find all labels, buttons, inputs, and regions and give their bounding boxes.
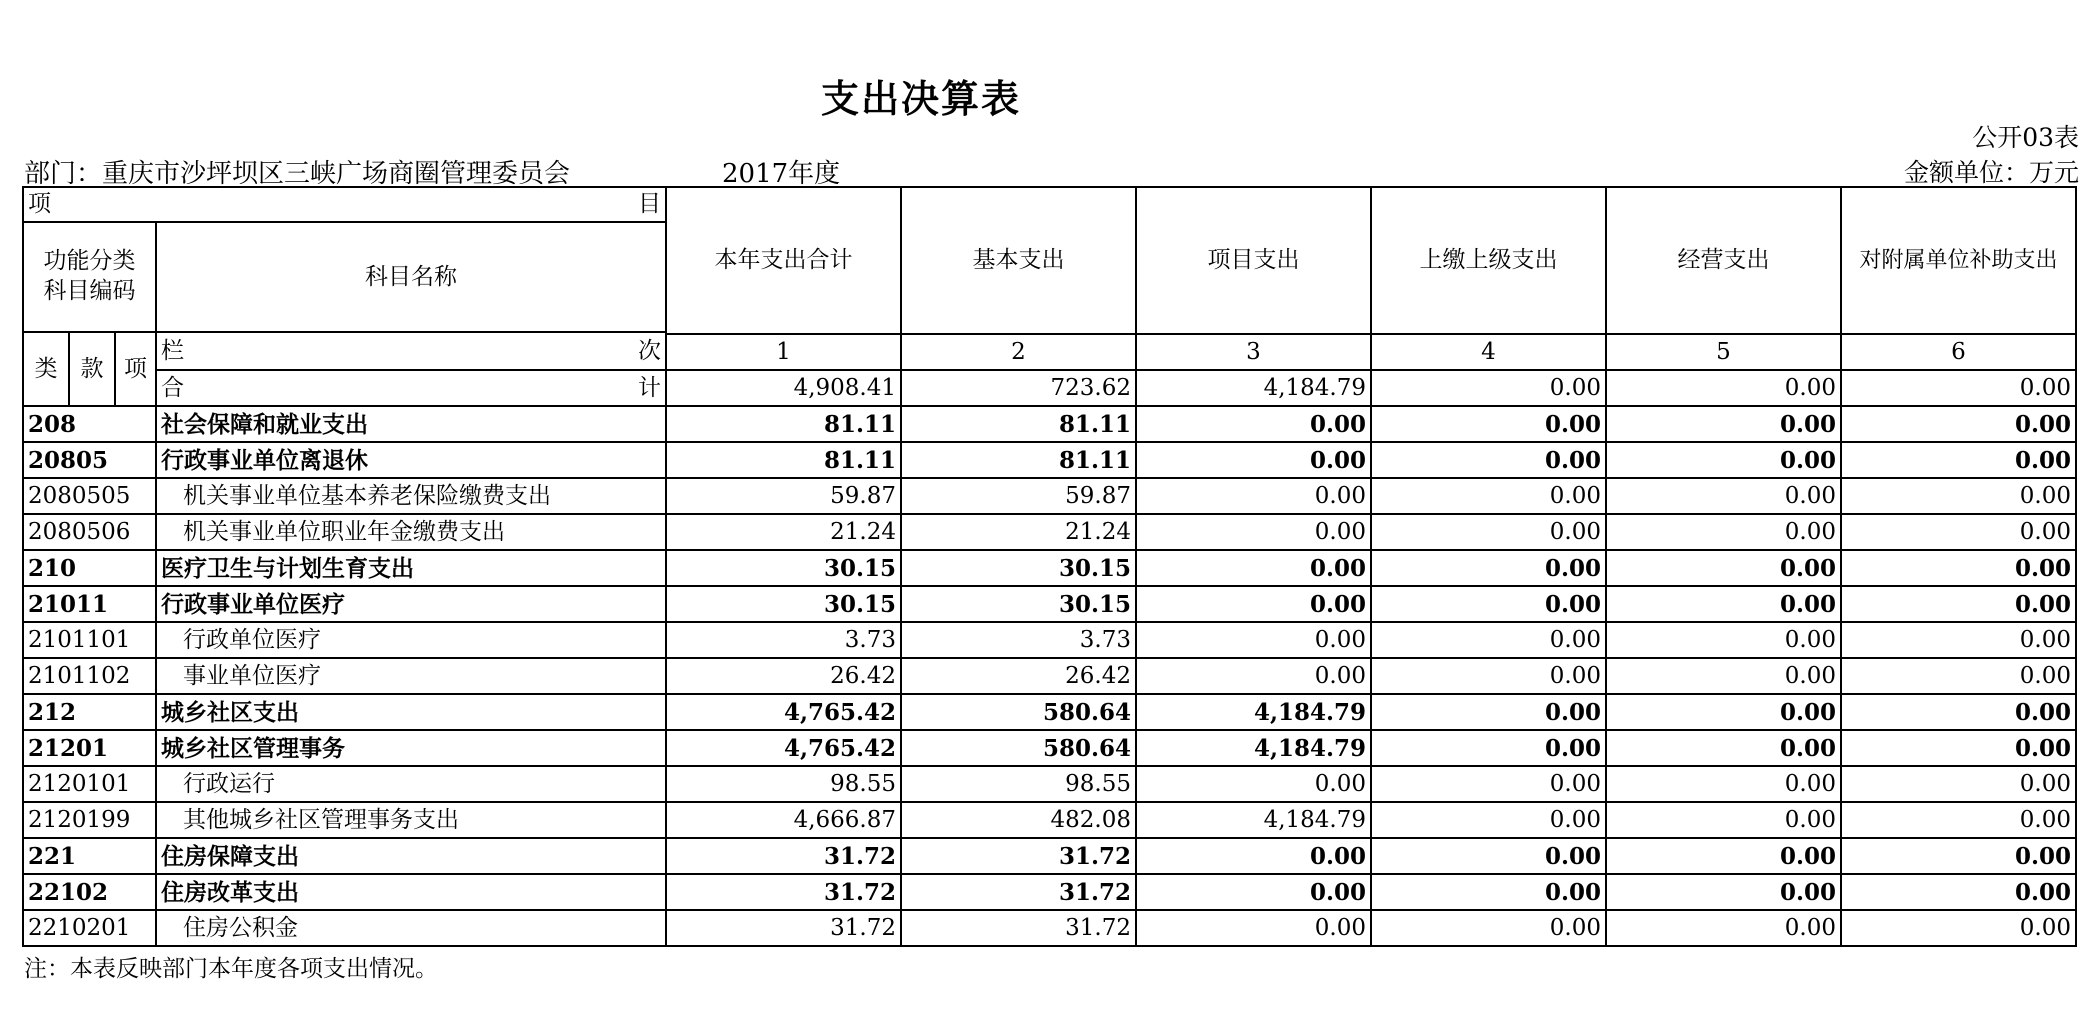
col-number-1: 1 [666, 334, 901, 370]
amount-cell: 0.00 [1371, 874, 1606, 910]
item-header-cell [23, 187, 666, 222]
col-header-5: 经营支出 [1606, 187, 1841, 334]
amount-cell: 31.72 [666, 874, 901, 910]
amount-cell: 0.00 [1841, 550, 2076, 586]
subject-name: 医疗卫生与计划生育支出 [156, 550, 666, 586]
subject-name: 机关事业单位职业年金缴费支出 [156, 514, 666, 550]
table-row [23, 406, 2076, 442]
table-row [23, 478, 2076, 514]
subject-code: 20805 [23, 442, 156, 478]
item-right-label: 目 [638, 191, 661, 217]
amount-cell: 0.00 [1841, 910, 2076, 946]
he-label: 合 [161, 374, 184, 401]
table-row [23, 730, 2076, 766]
subject-name: 城乡社区支出 [156, 694, 666, 730]
item-left-label: 项 [28, 191, 51, 217]
amount-cell: 0.00 [1606, 694, 1841, 730]
amount-cell: 0.00 [1606, 910, 1841, 946]
amount-cell: 0.00 [1371, 586, 1606, 622]
total-value-5: 0.00 [1606, 370, 1841, 406]
amount-cell: 580.64 [901, 694, 1136, 730]
subject-name: 城乡社区管理事务 [156, 730, 666, 766]
subject-code: 21201 [23, 730, 156, 766]
subject-code: 2210201 [23, 910, 156, 946]
amount-cell: 0.00 [1606, 622, 1841, 658]
amount-cell: 0.00 [1606, 730, 1841, 766]
amount-cell: 81.11 [901, 406, 1136, 442]
amount-cell: 3.73 [666, 622, 901, 658]
amount-cell: 0.00 [1606, 838, 1841, 874]
amount-cell: 0.00 [1606, 802, 1841, 838]
subject-code: 2120101 [23, 766, 156, 802]
amount-cell: 31.72 [666, 910, 901, 946]
amount-cell: 81.11 [666, 406, 901, 442]
column-number-label [156, 334, 666, 370]
fiscal-year: 2017年度 [722, 159, 841, 189]
col-header-2: 基本支出 [901, 187, 1136, 334]
page-title: 支出决算表 [820, 77, 1021, 121]
amount-cell: 31.72 [901, 910, 1136, 946]
amount-cell: 0.00 [1136, 658, 1371, 694]
amount-cell: 98.55 [666, 766, 901, 802]
col-number-2: 2 [901, 334, 1136, 370]
subject-name: 事业单位医疗 [156, 658, 666, 694]
amount-cell: 0.00 [1136, 406, 1371, 442]
subject-name: 行政运行 [156, 766, 666, 802]
subject-code: 2101102 [23, 658, 156, 694]
subject-name: 社会保障和就业支出 [156, 406, 666, 442]
amount-cell: 0.00 [1371, 910, 1606, 946]
amount-cell: 0.00 [1136, 514, 1371, 550]
col-header-6: 对附属单位补助支出 [1841, 187, 2076, 334]
subject-code: 210 [23, 550, 156, 586]
subject-code: 221 [23, 838, 156, 874]
amount-cell: 0.00 [1371, 694, 1606, 730]
amount-cell: 0.00 [1841, 514, 2076, 550]
amount-cell: 0.00 [1606, 442, 1841, 478]
amount-cell: 81.11 [666, 442, 901, 478]
amount-cell: 0.00 [1606, 766, 1841, 802]
footnote: 注：本表反映部门本年度各项支出情况。 [24, 956, 438, 982]
amount-cell: 21.24 [901, 514, 1136, 550]
subject-name: 行政单位医疗 [156, 622, 666, 658]
subject-code: 22102 [23, 874, 156, 910]
amount-cell: 0.00 [1841, 406, 2076, 442]
ci-label: 次 [638, 338, 661, 364]
amount-cell: 0.00 [1136, 550, 1371, 586]
subject-name: 行政事业单位医疗 [156, 586, 666, 622]
amount-cell: 0.00 [1841, 730, 2076, 766]
table-row [23, 766, 2076, 802]
amount-cell: 4,184.79 [1136, 694, 1371, 730]
amount-cell: 31.72 [901, 838, 1136, 874]
amount-cell: 31.72 [901, 874, 1136, 910]
amount-cell: 0.00 [1841, 838, 2076, 874]
subject-code: 212 [23, 694, 156, 730]
amount-cell: 0.00 [1841, 442, 2076, 478]
amount-cell: 0.00 [1606, 478, 1841, 514]
total-label [156, 370, 666, 406]
amount-cell: 0.00 [1371, 622, 1606, 658]
table-row [23, 802, 2076, 838]
amount-cell: 0.00 [1371, 442, 1606, 478]
subject-name: 住房保障支出 [156, 838, 666, 874]
table-row [23, 514, 2076, 550]
subject-code: 2101101 [23, 622, 156, 658]
ji-label: 计 [638, 374, 661, 401]
amount-cell: 482.08 [901, 802, 1136, 838]
total-value-1: 4,908.41 [666, 370, 901, 406]
amount-cell: 0.00 [1136, 442, 1371, 478]
amount-cell: 0.00 [1841, 622, 2076, 658]
table-row [23, 442, 2076, 478]
amount-cell: 4,184.79 [1136, 730, 1371, 766]
subject-name-header: 科目名称 [156, 222, 666, 332]
amount-cell: 30.15 [666, 550, 901, 586]
amount-cell: 30.15 [901, 550, 1136, 586]
table-row [23, 550, 2076, 586]
amount-cell: 4,765.42 [666, 730, 901, 766]
amount-cell: 0.00 [1841, 874, 2076, 910]
amount-cell: 0.00 [1136, 910, 1371, 946]
kuan-header: 款 [69, 332, 115, 406]
amount-cell: 0.00 [1606, 586, 1841, 622]
col-header-3: 项目支出 [1136, 187, 1371, 334]
amount-cell: 31.72 [666, 838, 901, 874]
amount-cell: 0.00 [1841, 694, 2076, 730]
expenditure-table [22, 186, 2077, 947]
subject-code: 21011 [23, 586, 156, 622]
table-row [23, 622, 2076, 658]
amount-cell: 0.00 [1371, 406, 1606, 442]
amount-cell: 4,666.87 [666, 802, 901, 838]
amount-cell: 0.00 [1841, 802, 2076, 838]
amount-cell: 0.00 [1606, 406, 1841, 442]
subject-name: 住房改革支出 [156, 874, 666, 910]
col-header-4: 上缴上级支出 [1371, 187, 1606, 334]
table-row [23, 910, 2076, 946]
amount-cell: 0.00 [1606, 514, 1841, 550]
amount-cell: 0.00 [1841, 478, 2076, 514]
amount-cell: 0.00 [1371, 550, 1606, 586]
table-row [23, 838, 2076, 874]
amount-cell: 81.11 [901, 442, 1136, 478]
table-row [23, 874, 2076, 910]
col-number-6: 6 [1841, 334, 2076, 370]
amount-cell: 0.00 [1606, 658, 1841, 694]
amount-cell: 0.00 [1371, 802, 1606, 838]
amount-cell: 4,765.42 [666, 694, 901, 730]
amount-cell: 26.42 [666, 658, 901, 694]
amount-cell: 30.15 [666, 586, 901, 622]
total-value-4: 0.00 [1371, 370, 1606, 406]
amount-cell: 21.24 [666, 514, 901, 550]
subject-code: 2080506 [23, 514, 156, 550]
department-label: 部门：重庆市沙坪坝区三峡广场商圈管理委员会 [24, 159, 571, 189]
lan-label: 栏 [161, 338, 184, 364]
subject-name: 行政事业单位离退休 [156, 442, 666, 478]
amount-cell: 0.00 [1136, 622, 1371, 658]
subject-code: 208 [23, 406, 156, 442]
amount-cell: 580.64 [901, 730, 1136, 766]
amount-unit: 金额单位：万元 [1903, 158, 2079, 187]
amount-cell: 0.00 [1371, 658, 1606, 694]
amount-cell: 0.00 [1841, 766, 2076, 802]
amount-cell: 30.15 [901, 586, 1136, 622]
amount-cell: 0.00 [1371, 730, 1606, 766]
amount-cell: 0.00 [1136, 766, 1371, 802]
form-number: 公开03表 [1972, 123, 2079, 152]
amount-cell: 59.87 [666, 478, 901, 514]
amount-cell: 4,184.79 [1136, 802, 1371, 838]
amount-cell: 0.00 [1371, 838, 1606, 874]
amount-cell: 26.42 [901, 658, 1136, 694]
total-value-3: 4,184.79 [1136, 370, 1371, 406]
subject-name: 住房公积金 [156, 910, 666, 946]
amount-cell: 98.55 [901, 766, 1136, 802]
amount-cell: 0.00 [1136, 586, 1371, 622]
amount-cell: 0.00 [1606, 874, 1841, 910]
col-number-5: 5 [1606, 334, 1841, 370]
amount-cell: 0.00 [1371, 478, 1606, 514]
table-row [23, 694, 2076, 730]
xiang-header: 项 [115, 332, 156, 406]
subject-name: 其他城乡社区管理事务支出 [156, 802, 666, 838]
col-header-1: 本年支出合计 [666, 187, 901, 334]
total-value-2: 723.62 [901, 370, 1136, 406]
col-number-4: 4 [1371, 334, 1606, 370]
amount-cell: 0.00 [1841, 586, 2076, 622]
function-code-header: 功能分类 科目编码 [23, 222, 156, 332]
amount-cell: 0.00 [1136, 838, 1371, 874]
col-number-3: 3 [1136, 334, 1371, 370]
amount-cell: 0.00 [1606, 550, 1841, 586]
lei-header: 类 [23, 332, 69, 406]
subject-name: 机关事业单位基本养老保险缴费支出 [156, 478, 666, 514]
table-row [23, 586, 2076, 622]
amount-cell: 0.00 [1371, 766, 1606, 802]
total-value-6: 0.00 [1841, 370, 2076, 406]
subject-code: 2120199 [23, 802, 156, 838]
amount-cell: 59.87 [901, 478, 1136, 514]
amount-cell: 0.00 [1136, 874, 1371, 910]
amount-cell: 0.00 [1841, 658, 2076, 694]
subject-code: 2080505 [23, 478, 156, 514]
amount-cell: 3.73 [901, 622, 1136, 658]
amount-cell: 0.00 [1371, 514, 1606, 550]
table-row [23, 658, 2076, 694]
amount-cell: 0.00 [1136, 478, 1371, 514]
